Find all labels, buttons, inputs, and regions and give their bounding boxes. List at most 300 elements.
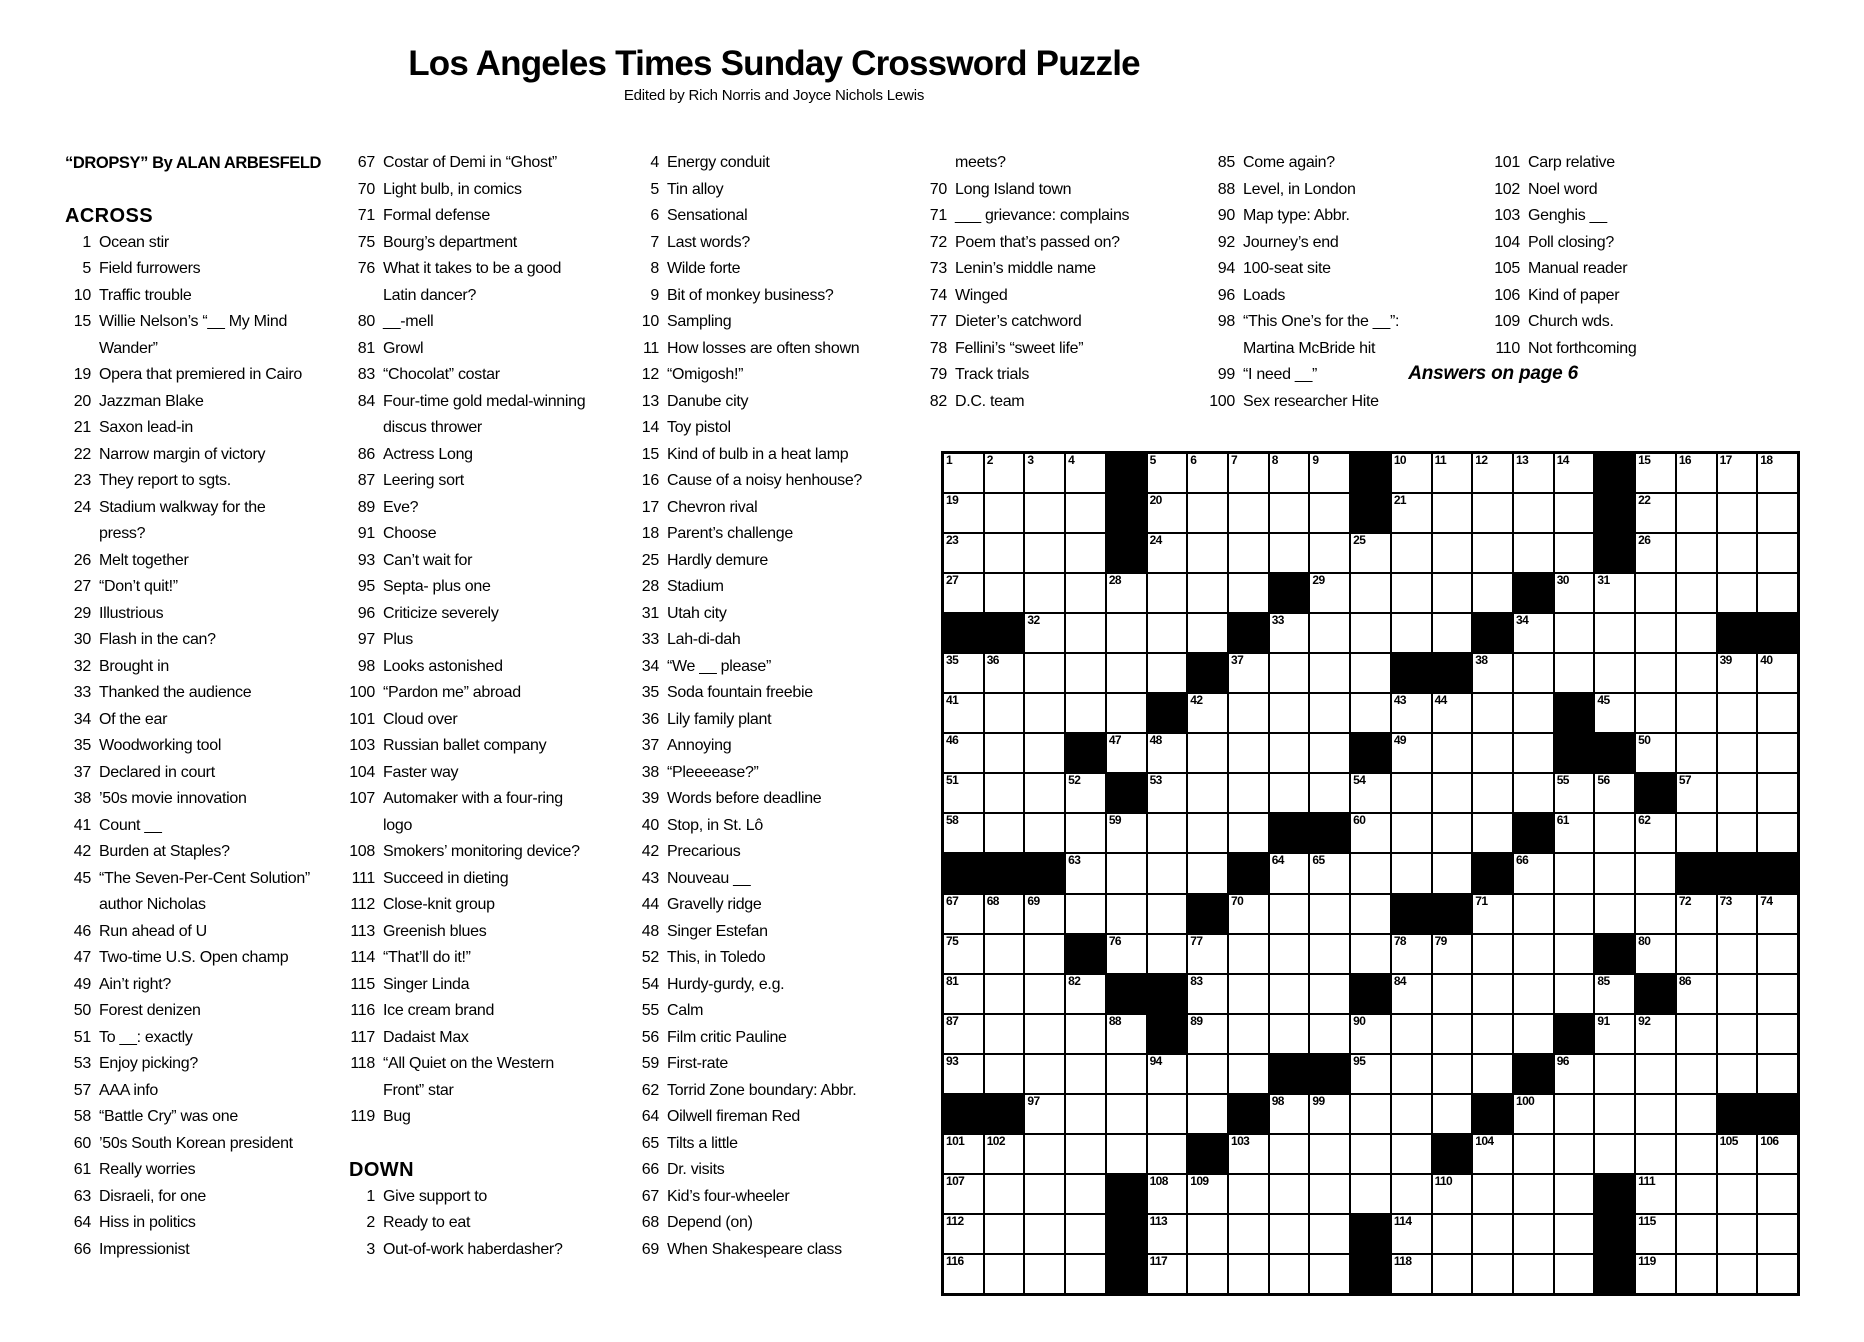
grid-cell[interactable] [985,1215,1024,1253]
grid-cell[interactable] [1514,694,1553,732]
grid-cell[interactable] [1677,454,1716,492]
grid-cell[interactable] [1066,454,1105,492]
grid-cell[interactable] [1270,654,1309,692]
grid-cell[interactable] [1351,534,1390,572]
grid-cell[interactable] [1351,774,1390,812]
grid-cell[interactable] [985,574,1024,612]
grid-cell[interactable] [1270,1215,1309,1253]
grid-cell[interactable] [1433,1015,1472,1053]
grid-cell[interactable] [1351,1095,1390,1133]
grid-cell[interactable] [1148,454,1187,492]
grid-cell[interactable] [944,814,983,852]
grid-cell[interactable] [1229,975,1268,1013]
grid-cell[interactable] [1677,574,1716,612]
grid-cell[interactable] [1310,895,1349,933]
grid-cell[interactable] [944,935,983,973]
grid-cell[interactable] [944,975,983,1013]
grid-cell[interactable] [1392,494,1431,532]
grid-cell[interactable] [1025,814,1064,852]
grid-cell[interactable] [1595,1095,1634,1133]
grid-cell[interactable] [985,774,1024,812]
grid-cell[interactable] [1310,494,1349,532]
grid-cell[interactable] [1677,774,1716,812]
grid-cell[interactable] [1066,854,1105,892]
grid-cell[interactable] [1188,1015,1227,1053]
grid-cell[interactable] [1473,1135,1512,1173]
grid-cell[interactable] [1270,975,1309,1013]
grid-cell[interactable] [1066,814,1105,852]
grid-cell[interactable] [1188,1175,1227,1213]
grid-cell[interactable] [1351,1135,1390,1173]
grid-cell[interactable] [1473,1175,1512,1213]
grid-cell[interactable] [1555,1135,1594,1173]
grid-cell[interactable] [1473,814,1512,852]
grid-cell[interactable] [1025,975,1064,1013]
grid-cell[interactable] [944,1175,983,1213]
grid-cell[interactable] [1270,1015,1309,1053]
grid-cell[interactable] [1148,614,1187,652]
grid-cell[interactable] [1758,1015,1797,1053]
grid-cell[interactable] [1595,975,1634,1013]
grid-cell[interactable] [1758,454,1797,492]
grid-cell[interactable] [1310,654,1349,692]
grid-cell[interactable] [1718,814,1757,852]
grid-cell[interactable] [1514,1095,1553,1133]
grid-cell[interactable] [1473,454,1512,492]
grid-cell[interactable] [1066,1215,1105,1253]
grid-cell[interactable] [1025,774,1064,812]
grid-cell[interactable] [1595,814,1634,852]
grid-cell[interactable] [1555,454,1594,492]
grid-cell[interactable] [1392,614,1431,652]
grid-cell[interactable] [985,454,1024,492]
grid-cell[interactable] [1066,574,1105,612]
grid-cell[interactable] [1595,694,1634,732]
grid-cell[interactable] [1473,734,1512,772]
grid-cell[interactable] [1718,1215,1757,1253]
grid-cell[interactable] [1433,1215,1472,1253]
grid-cell[interactable] [1433,814,1472,852]
grid-cell[interactable] [1229,574,1268,612]
grid-cell[interactable] [1025,614,1064,652]
grid-cell[interactable] [1392,935,1431,973]
grid-cell[interactable] [1718,694,1757,732]
grid-cell[interactable] [1066,654,1105,692]
grid-cell[interactable] [985,1255,1024,1293]
grid-cell[interactable] [1473,694,1512,732]
grid-cell[interactable] [1270,1175,1309,1213]
grid-cell[interactable] [1677,494,1716,532]
grid-cell[interactable] [1718,1015,1757,1053]
grid-cell[interactable] [1718,1135,1757,1173]
grid-cell[interactable] [1433,1175,1472,1213]
grid-cell[interactable] [1677,614,1716,652]
grid-cell[interactable] [1758,1175,1797,1213]
grid-cell[interactable] [1270,854,1309,892]
grid-cell[interactable] [1148,895,1187,933]
grid-cell[interactable] [1148,935,1187,973]
grid-cell[interactable] [1025,454,1064,492]
grid-cell[interactable] [1392,774,1431,812]
grid-cell[interactable] [1351,1175,1390,1213]
grid-cell[interactable] [1310,574,1349,612]
grid-cell[interactable] [1758,1135,1797,1173]
grid-cell[interactable] [1107,1015,1146,1053]
grid-cell[interactable] [1310,454,1349,492]
grid-cell[interactable] [1270,734,1309,772]
grid-cell[interactable] [1188,494,1227,532]
grid-cell[interactable] [1270,895,1309,933]
grid-cell[interactable] [1188,454,1227,492]
grid-cell[interactable] [1758,534,1797,572]
grid-cell[interactable] [1066,774,1105,812]
grid-cell[interactable] [1718,975,1757,1013]
grid-cell[interactable] [1595,895,1634,933]
grid-cell[interactable] [1229,454,1268,492]
grid-cell[interactable] [1718,1055,1757,1093]
grid-cell[interactable] [1718,494,1757,532]
grid-cell[interactable] [1514,1175,1553,1213]
grid-cell[interactable] [1555,654,1594,692]
grid-cell[interactable] [1473,534,1512,572]
grid-cell[interactable] [1392,734,1431,772]
grid-cell[interactable] [1148,1135,1187,1173]
grid-cell[interactable] [1555,1175,1594,1213]
grid-cell[interactable] [1595,574,1634,612]
grid-cell[interactable] [1107,935,1146,973]
grid-cell[interactable] [1351,614,1390,652]
grid-cell[interactable] [944,1215,983,1253]
grid-cell[interactable] [1025,1095,1064,1133]
grid-cell[interactable] [944,494,983,532]
grid-cell[interactable] [1433,574,1472,612]
grid-cell[interactable] [1148,574,1187,612]
grid-cell[interactable] [944,1255,983,1293]
grid-cell[interactable] [1677,895,1716,933]
grid-cell[interactable] [1636,1255,1675,1293]
grid-cell[interactable] [1636,895,1675,933]
grid-cell[interactable] [1148,734,1187,772]
grid-cell[interactable] [1636,654,1675,692]
grid-cell[interactable] [1392,975,1431,1013]
grid-cell[interactable] [1555,975,1594,1013]
grid-cell[interactable] [985,694,1024,732]
grid-cell[interactable] [1066,494,1105,532]
grid-cell[interactable] [1514,654,1553,692]
grid-cell[interactable] [1392,1095,1431,1133]
grid-cell[interactable] [1107,895,1146,933]
grid-cell[interactable] [944,1055,983,1093]
grid-cell[interactable] [1148,774,1187,812]
grid-cell[interactable] [1433,534,1472,572]
grid-cell[interactable] [1229,494,1268,532]
grid-cell[interactable] [985,895,1024,933]
grid-cell[interactable] [1473,654,1512,692]
grid-cell[interactable] [1433,694,1472,732]
grid-cell[interactable] [1310,1215,1349,1253]
grid-cell[interactable] [1066,1015,1105,1053]
grid-cell[interactable] [1107,1055,1146,1093]
grid-cell[interactable] [1473,494,1512,532]
grid-cell[interactable] [1758,494,1797,532]
grid-cell[interactable] [1595,1015,1634,1053]
grid-cell[interactable] [1025,895,1064,933]
grid-cell[interactable] [1718,895,1757,933]
grid-cell[interactable] [1473,574,1512,612]
grid-cell[interactable] [1433,1055,1472,1093]
grid-cell[interactable] [1433,734,1472,772]
grid-cell[interactable] [1392,1215,1431,1253]
grid-cell[interactable] [1514,1215,1553,1253]
grid-cell[interactable] [985,1055,1024,1093]
grid-cell[interactable] [1555,574,1594,612]
grid-cell[interactable] [1677,694,1716,732]
grid-cell[interactable] [1473,1055,1512,1093]
grid-cell[interactable] [1514,534,1553,572]
grid-cell[interactable] [1514,1255,1553,1293]
grid-cell[interactable] [1636,574,1675,612]
grid-cell[interactable] [1229,814,1268,852]
grid-cell[interactable] [1148,1255,1187,1293]
grid-cell[interactable] [1636,814,1675,852]
grid-cell[interactable] [1555,895,1594,933]
grid-cell[interactable] [1514,935,1553,973]
grid-cell[interactable] [1636,1175,1675,1213]
grid-cell[interactable] [1758,1215,1797,1253]
grid-cell[interactable] [1555,935,1594,973]
grid-cell[interactable] [1148,814,1187,852]
grid-cell[interactable] [944,454,983,492]
grid-cell[interactable] [1351,854,1390,892]
grid-cell[interactable] [1392,854,1431,892]
grid-cell[interactable] [1188,1095,1227,1133]
grid-cell[interactable] [1555,774,1594,812]
grid-cell[interactable] [944,774,983,812]
grid-cell[interactable] [985,1015,1024,1053]
grid-cell[interactable] [1636,1215,1675,1253]
grid-cell[interactable] [1758,1055,1797,1093]
grid-cell[interactable] [1107,734,1146,772]
grid-cell[interactable] [944,1135,983,1173]
grid-cell[interactable] [1188,694,1227,732]
grid-cell[interactable] [1636,694,1675,732]
grid-cell[interactable] [1229,774,1268,812]
grid-cell[interactable] [1351,1015,1390,1053]
grid-cell[interactable] [1270,1255,1309,1293]
grid-cell[interactable] [1066,1135,1105,1173]
grid-cell[interactable] [1392,694,1431,732]
grid-cell[interactable] [1025,654,1064,692]
grid-cell[interactable] [1310,694,1349,732]
grid-cell[interactable] [1229,534,1268,572]
grid-cell[interactable] [1066,534,1105,572]
grid-cell[interactable] [1514,494,1553,532]
grid-cell[interactable] [1473,895,1512,933]
grid-cell[interactable] [985,1135,1024,1173]
grid-cell[interactable] [1677,1055,1716,1093]
grid-cell[interactable] [1677,1095,1716,1133]
grid-cell[interactable] [1636,854,1675,892]
grid-cell[interactable] [1555,1215,1594,1253]
grid-cell[interactable] [1351,895,1390,933]
grid-cell[interactable] [1188,574,1227,612]
grid-cell[interactable] [1148,654,1187,692]
grid-cell[interactable] [1229,1175,1268,1213]
grid-cell[interactable] [1595,654,1634,692]
grid-cell[interactable] [1758,574,1797,612]
grid-cell[interactable] [1310,734,1349,772]
grid-cell[interactable] [1351,1055,1390,1093]
grid-cell[interactable] [1636,935,1675,973]
grid-cell[interactable] [1636,1095,1675,1133]
grid-cell[interactable] [985,534,1024,572]
grid-cell[interactable] [985,814,1024,852]
grid-cell[interactable] [1229,654,1268,692]
grid-cell[interactable] [1433,494,1472,532]
grid-cell[interactable] [1107,654,1146,692]
grid-cell[interactable] [1758,1255,1797,1293]
grid-cell[interactable] [1392,1175,1431,1213]
grid-cell[interactable] [1025,534,1064,572]
grid-cell[interactable] [1636,1055,1675,1093]
grid-cell[interactable] [1718,734,1757,772]
grid-cell[interactable] [1636,454,1675,492]
grid-cell[interactable] [1718,1255,1757,1293]
grid-cell[interactable] [1229,895,1268,933]
grid-cell[interactable] [1677,935,1716,973]
grid-cell[interactable] [1718,774,1757,812]
grid-cell[interactable] [1310,1095,1349,1133]
grid-cell[interactable] [1514,854,1553,892]
grid-cell[interactable] [1555,534,1594,572]
grid-cell[interactable] [1473,1015,1512,1053]
grid-cell[interactable] [1188,935,1227,973]
grid-cell[interactable] [1351,694,1390,732]
grid-cell[interactable] [1188,1055,1227,1093]
grid-cell[interactable] [1229,694,1268,732]
grid-cell[interactable] [1270,694,1309,732]
grid-cell[interactable] [1107,1095,1146,1133]
grid-cell[interactable] [1595,1135,1634,1173]
grid-cell[interactable] [1758,895,1797,933]
grid-cell[interactable] [1107,814,1146,852]
grid-cell[interactable] [1718,654,1757,692]
grid-cell[interactable] [1677,814,1716,852]
grid-cell[interactable] [1066,895,1105,933]
grid-cell[interactable] [1188,814,1227,852]
grid-cell[interactable] [1677,1215,1716,1253]
grid-cell[interactable] [985,734,1024,772]
grid-cell[interactable] [1310,1135,1349,1173]
grid-cell[interactable] [1677,975,1716,1013]
grid-cell[interactable] [1433,1095,1472,1133]
grid-cell[interactable] [1270,774,1309,812]
grid-cell[interactable] [1025,574,1064,612]
grid-cell[interactable] [1555,1255,1594,1293]
grid-cell[interactable] [1025,935,1064,973]
grid-cell[interactable] [1025,734,1064,772]
grid-cell[interactable] [985,1175,1024,1213]
grid-cell[interactable] [1066,694,1105,732]
grid-cell[interactable] [1188,734,1227,772]
grid-cell[interactable] [944,734,983,772]
grid-cell[interactable] [1677,654,1716,692]
grid-cell[interactable] [1392,1135,1431,1173]
grid-cell[interactable] [1595,614,1634,652]
grid-cell[interactable] [1107,614,1146,652]
grid-cell[interactable] [1514,1015,1553,1053]
grid-cell[interactable] [1148,534,1187,572]
grid-cell[interactable] [1514,895,1553,933]
grid-cell[interactable] [1758,734,1797,772]
grid-cell[interactable] [1677,1015,1716,1053]
grid-cell[interactable] [1148,1095,1187,1133]
grid-cell[interactable] [1270,454,1309,492]
grid-cell[interactable] [1066,1255,1105,1293]
grid-cell[interactable] [1310,1015,1349,1053]
grid-cell[interactable] [1636,1135,1675,1173]
grid-cell[interactable] [1555,854,1594,892]
grid-cell[interactable] [1677,1175,1716,1213]
grid-cell[interactable] [1270,935,1309,973]
grid-cell[interactable] [1514,1135,1553,1173]
grid-cell[interactable] [1270,1135,1309,1173]
grid-cell[interactable] [1025,494,1064,532]
grid-cell[interactable] [1433,614,1472,652]
grid-cell[interactable] [1636,614,1675,652]
grid-cell[interactable] [1310,1175,1349,1213]
grid-cell[interactable] [1025,1175,1064,1213]
grid-cell[interactable] [1514,734,1553,772]
grid-cell[interactable] [1270,494,1309,532]
grid-cell[interactable] [1188,854,1227,892]
grid-cell[interactable] [985,975,1024,1013]
grid-cell[interactable] [1758,774,1797,812]
grid-cell[interactable] [1066,1175,1105,1213]
grid-cell[interactable] [1107,854,1146,892]
grid-cell[interactable] [1351,574,1390,612]
grid-cell[interactable] [1392,574,1431,612]
grid-cell[interactable] [1473,1215,1512,1253]
grid-cell[interactable] [1433,935,1472,973]
grid-cell[interactable] [1107,1135,1146,1173]
grid-cell[interactable] [1066,1095,1105,1133]
grid-cell[interactable] [1473,935,1512,973]
grid-cell[interactable] [1514,454,1553,492]
grid-cell[interactable] [1718,534,1757,572]
grid-cell[interactable] [1514,774,1553,812]
grid-cell[interactable] [1433,854,1472,892]
grid-cell[interactable] [1636,534,1675,572]
grid-cell[interactable] [1148,1055,1187,1093]
grid-cell[interactable] [1392,454,1431,492]
grid-cell[interactable] [1473,975,1512,1013]
grid-cell[interactable] [1758,694,1797,732]
grid-cell[interactable] [1758,654,1797,692]
grid-cell[interactable] [1148,1175,1187,1213]
grid-cell[interactable] [1107,694,1146,732]
grid-cell[interactable] [1636,1015,1675,1053]
grid-cell[interactable] [1310,614,1349,652]
grid-cell[interactable] [1188,1215,1227,1253]
grid-cell[interactable] [1148,854,1187,892]
grid-cell[interactable] [1433,774,1472,812]
grid-cell[interactable] [1595,854,1634,892]
grid-cell[interactable] [1555,494,1594,532]
grid-cell[interactable] [1229,935,1268,973]
grid-cell[interactable] [1310,935,1349,973]
grid-cell[interactable] [1758,814,1797,852]
